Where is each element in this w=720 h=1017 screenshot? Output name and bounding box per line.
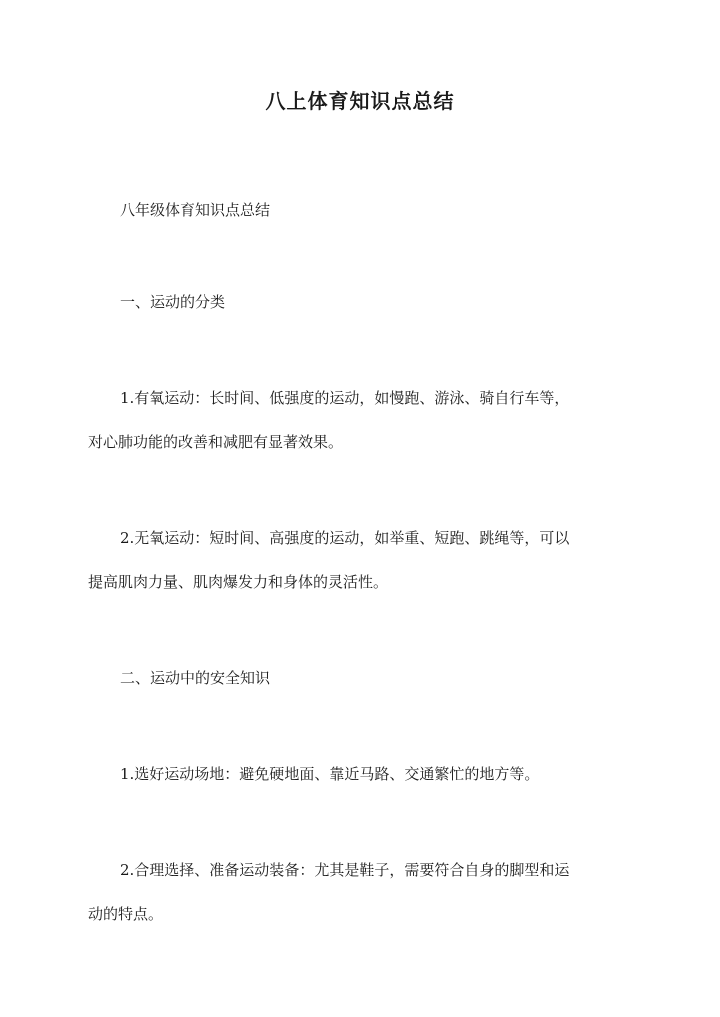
section-heading-safety: 二、运动中的安全知识 — [120, 669, 271, 687]
document-title: 八上体育知识点总结 — [265, 89, 455, 113]
paragraph-equipment-line1: 2.合理选择、准备运动装备：尤其是鞋子，需要符合自身的脚型和运 — [120, 861, 570, 879]
paragraph-aerobic-line2: 对心肺功能的改善和减肥有显著效果。 — [88, 433, 344, 451]
paragraph-venue-line1: 1.选好运动场地：避免硬地面、靠近马路、交通繁忙的地方等。 — [120, 765, 540, 783]
document-subtitle: 八年级体育知识点总结 — [120, 201, 271, 219]
paragraph-aerobic-line1: 1.有氧运动：长时间、低强度的运动，如慢跑、游泳、骑自行车等， — [120, 389, 570, 407]
paragraph-anaerobic-line2: 提高肌肉力量、肌肉爆发力和身体的灵活性。 — [88, 573, 389, 591]
paragraph-equipment-line2: 动的特点。 — [88, 905, 164, 923]
section-heading-exercise-types: 一、运动的分类 — [120, 293, 226, 311]
paragraph-anaerobic-line1: 2.无氧运动：短时间、高强度的运动，如举重、短跑、跳绳等，可以 — [120, 529, 570, 547]
